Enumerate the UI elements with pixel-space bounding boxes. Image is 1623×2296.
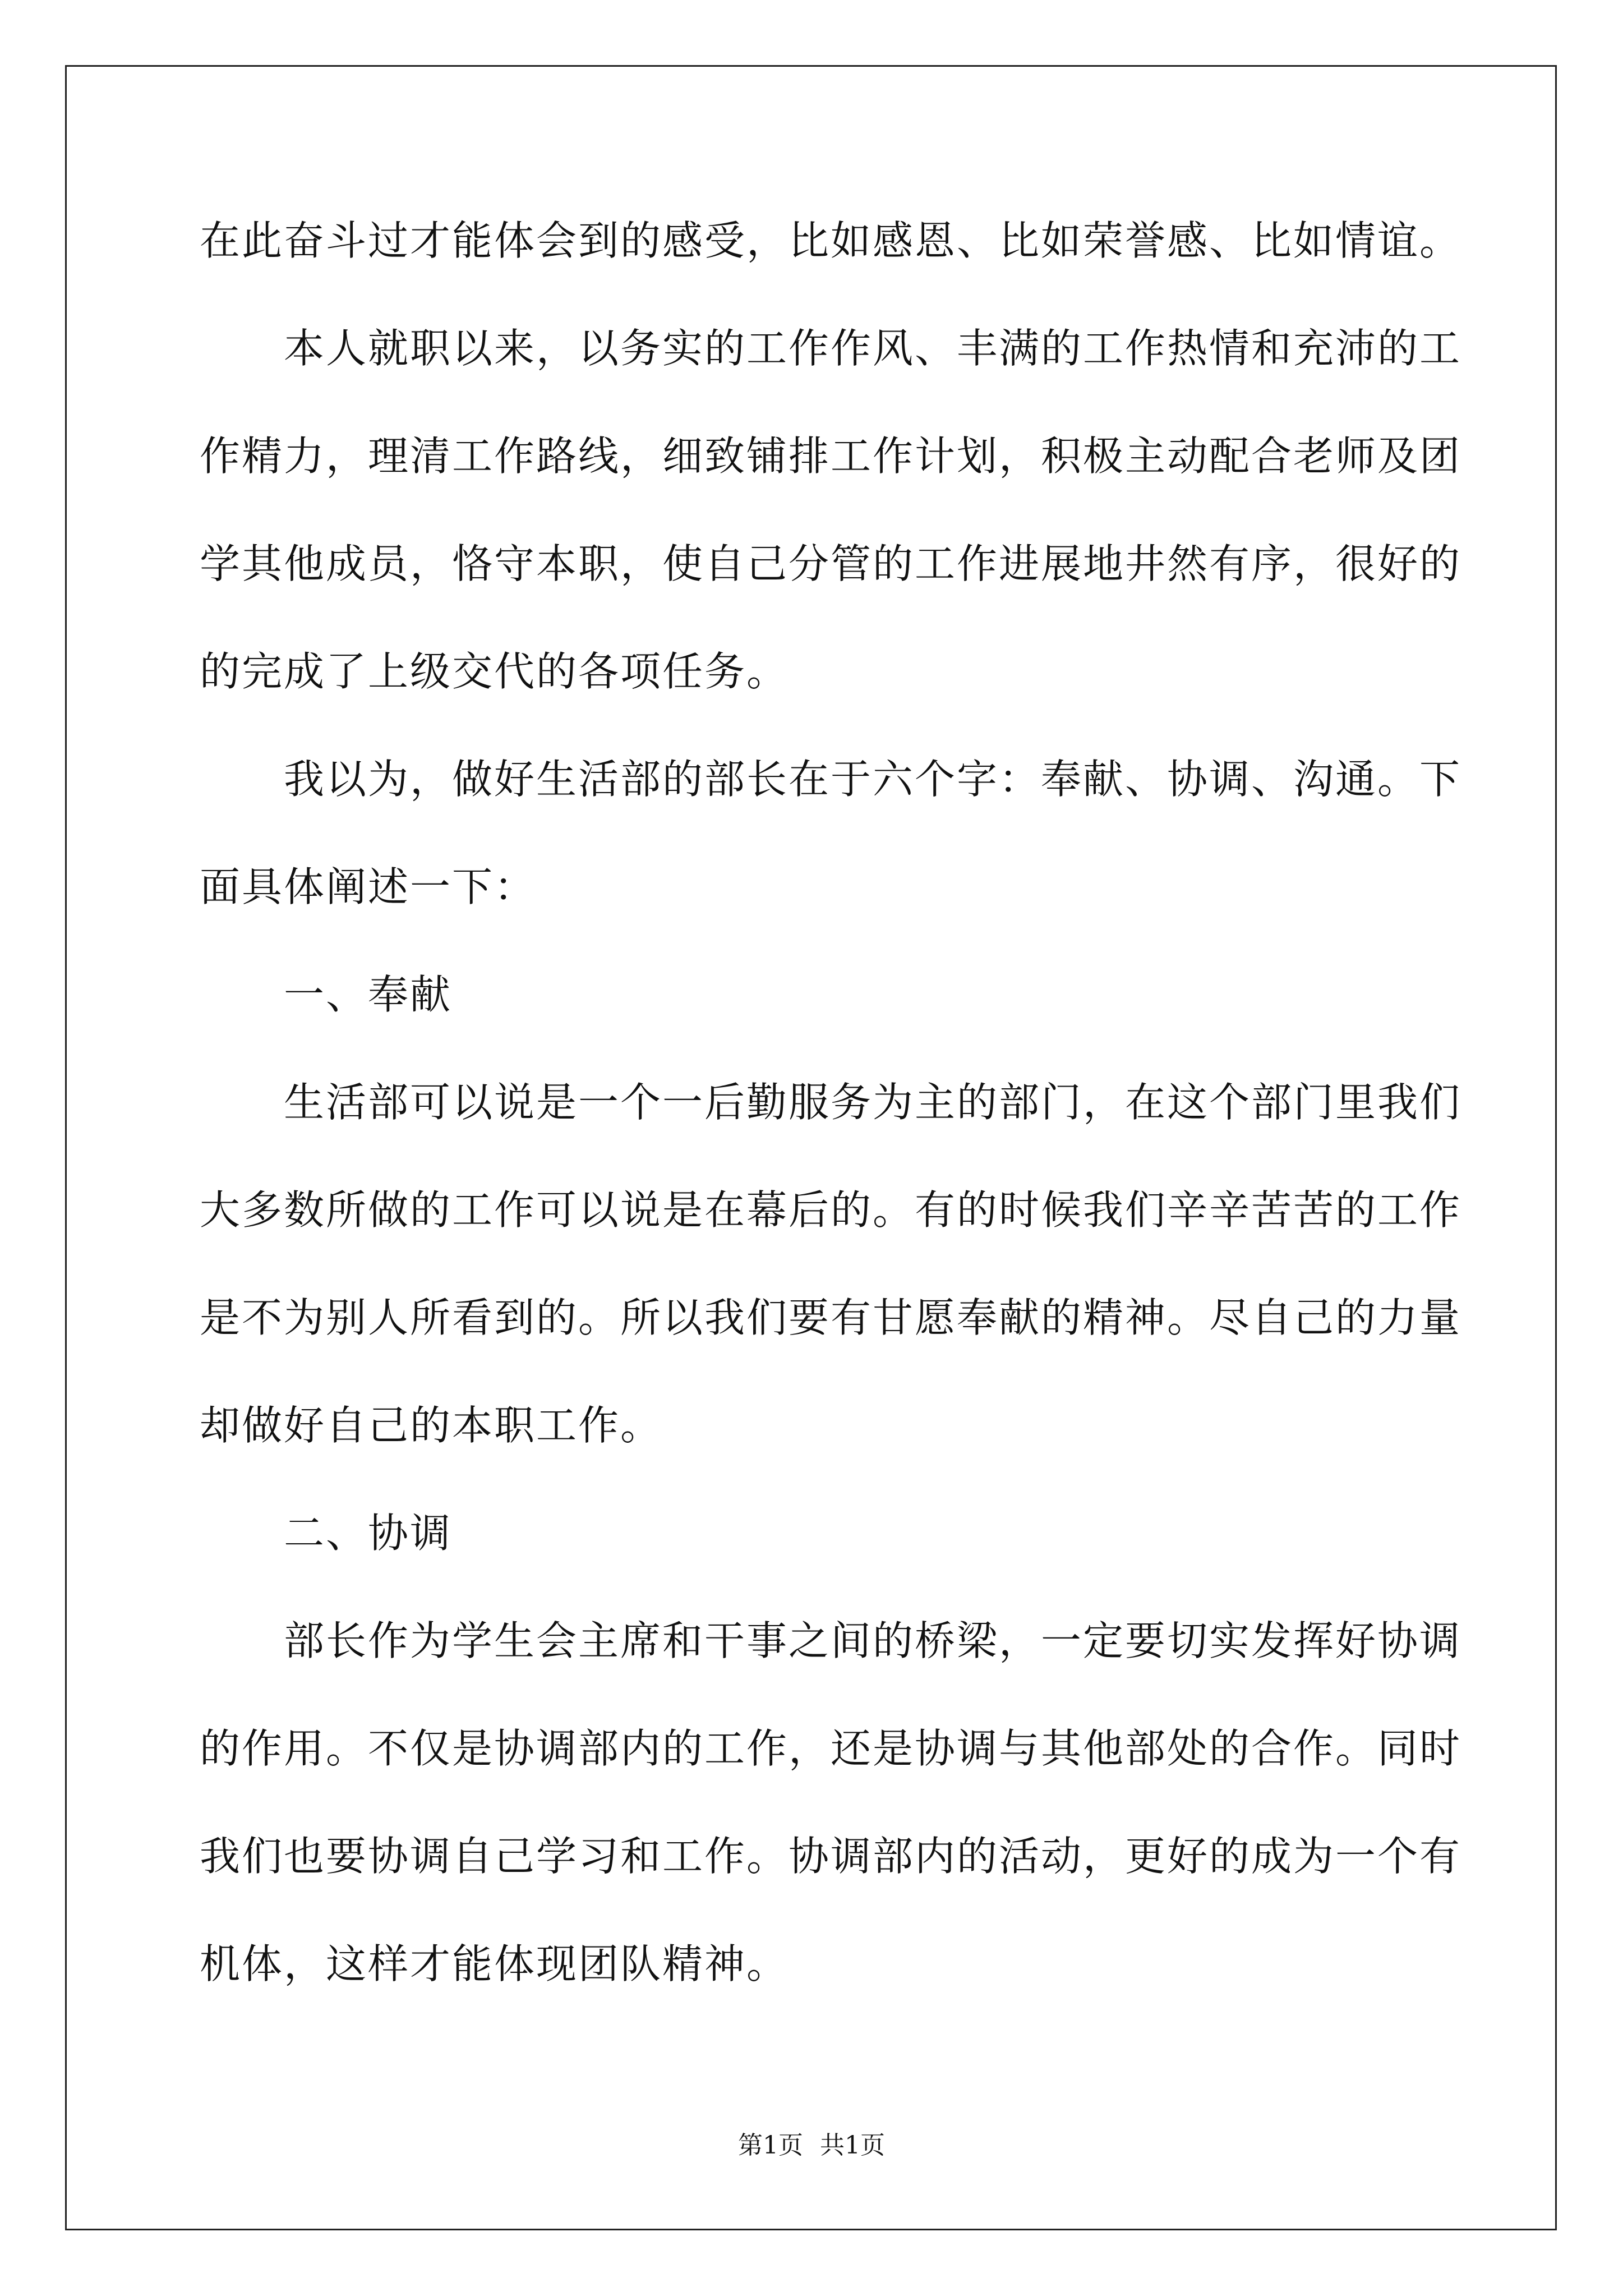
text-line: 机体，这样才能体现团队精神。 [200,1940,789,1987]
text-line: 我们也要协调自己学习和工作。协调部内的活动，更好的成为一个有 [200,1833,1462,1880]
text-line: 是不为别人所看到的。所以我们要有甘愿奉献的精神。尽自己的力量 [200,1294,1462,1341]
text-line: 的完成了上级交代的各项任务。 [200,648,789,695]
text-line: 却做好自己的本职工作。 [200,1402,663,1449]
text-line: 在此奋斗过才能体会到的感受，比如感恩、比如荣誉感、比如情谊。 [200,217,1462,264]
page-number: 第1页 [738,2131,803,2160]
page-total: 共1页 [820,2131,885,2160]
text-line: 二、协调 [200,1510,453,1557]
text-line: 大多数所做的工作可以说是在幕后的。有的时候我们辛辛苦苦的工作 [200,1186,1462,1234]
text-line: 本人就职以来，以务实的工作作风、丰满的工作热情和充沛的工 [200,325,1462,372]
text-line: 面具体阐述一下： [200,863,537,910]
text-line: 作精力，理清工作路线，细致铺排工作计划，积极主动配合老师及团 [200,432,1462,480]
text-line: 部长作为学生会主席和干事之间的桥梁，一定要切实发挥好协调 [200,1617,1462,1664]
text-line: 一、奉献 [200,971,453,1018]
text-line: 生活部可以说是一个一后勤服务为主的部门，在这个部门里我们 [200,1079,1462,1126]
text-line: 的作用。不仅是协调部内的工作，还是协调与其他部处的合作。同时 [200,1725,1462,1772]
page-footer [0,2125,1623,2161]
document-body [200,214,1462,2045]
text-line: 学其他成员，恪守本职，使自己分管的工作进展地井然有序，很好的 [200,540,1462,587]
text-line: 我以为，做好生活部的部长在于六个字：奉献、协调、沟通。下 [200,756,1462,803]
